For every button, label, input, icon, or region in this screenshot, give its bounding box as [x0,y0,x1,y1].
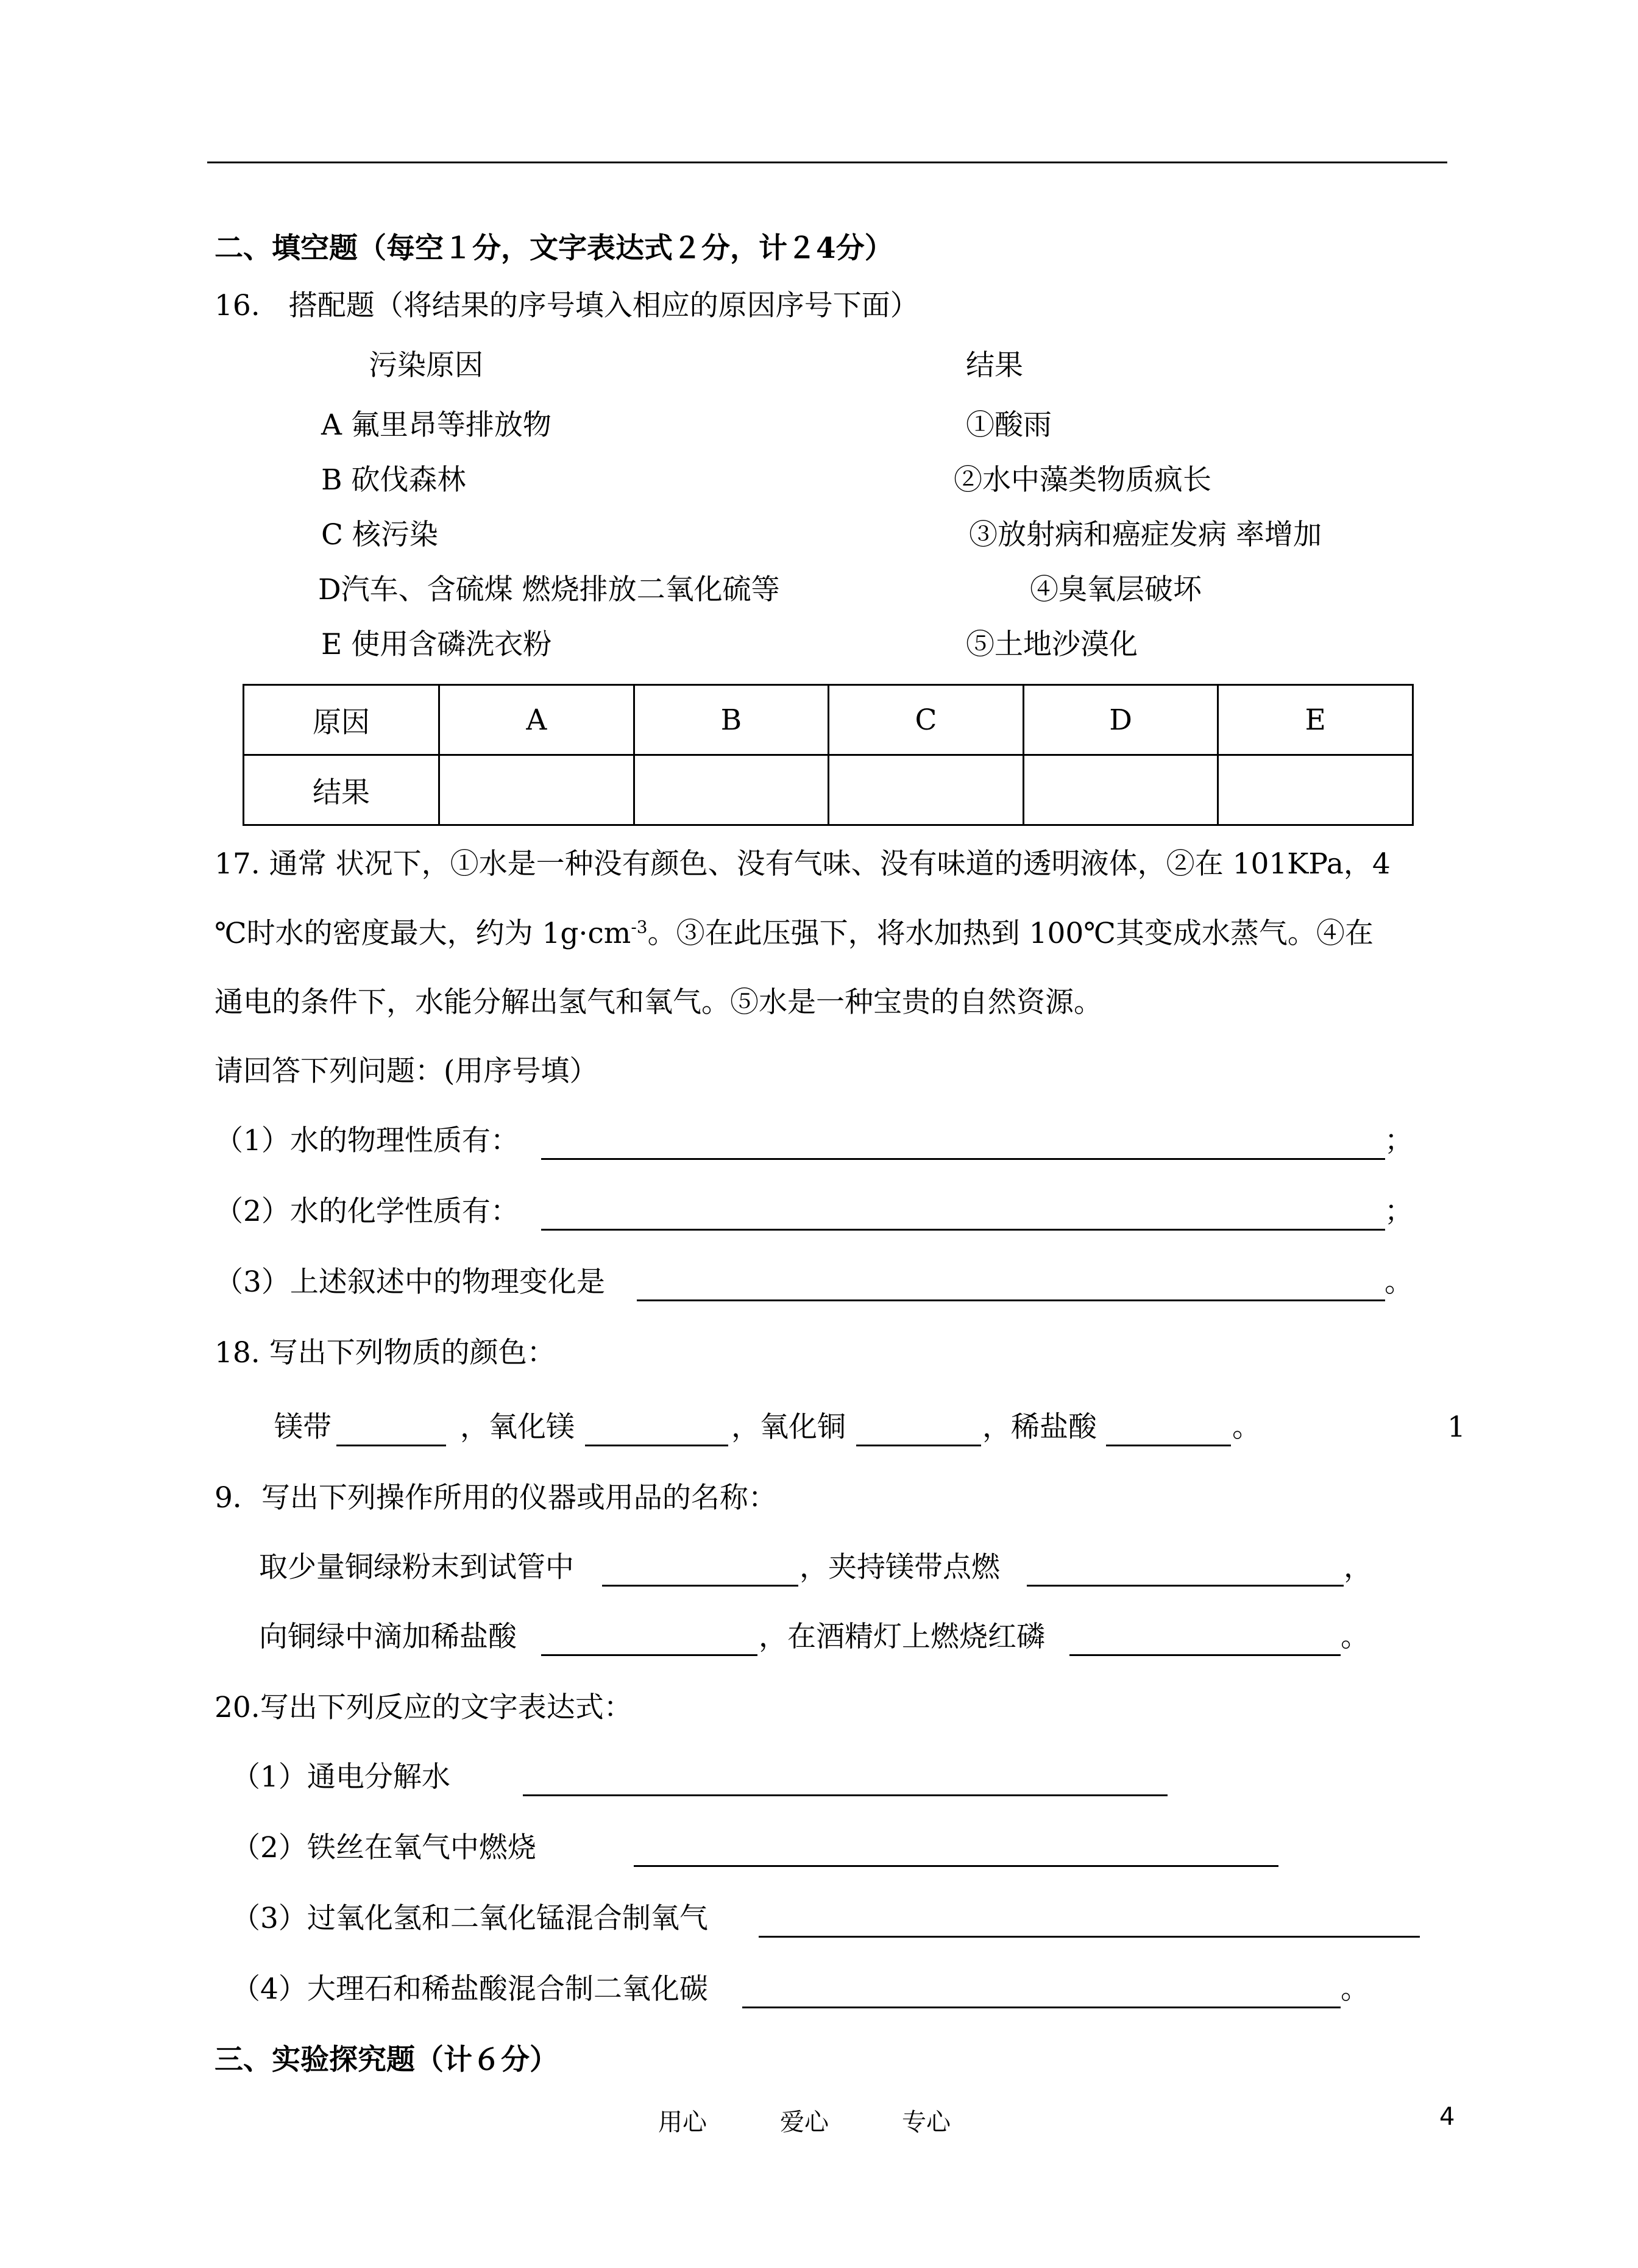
cause-a: A 氟里昂等排放物 [321,408,551,442]
q18-blank-3[interactable] [856,1445,981,1446]
q19-op2-end: ， [1344,1551,1372,1584]
q18-blank-4[interactable] [1106,1445,1231,1446]
section-3-heading: 三、实验探究题（计６分） [214,2043,558,2077]
q17-sub3-end: 。 [1384,1265,1413,1299]
q19-op1: 取少量铜绿粉末到试管中 [259,1551,574,1584]
q16-title: 16. 搭配题（将结果的序号填入相应的原因序号下面） [214,289,919,322]
result-1: ①酸雨 [966,408,1052,442]
cause-b: B 砍伐森林 [321,463,466,497]
q20-blank-1[interactable] [523,1794,1168,1796]
matching-table [243,684,1414,826]
table-col-c: C [829,685,1024,755]
q17-line2-text-a: ℃时水的密度最大，约为 1g·cm [214,917,631,950]
q20-r3: （3）过氧化氢和二氧化锰混合制氧气 [232,1902,708,1935]
q19-blank-3[interactable] [541,1654,757,1656]
q20-r2: （2）铁丝在氧气中燃烧 [232,1831,536,1865]
q17-sub1-blank[interactable] [541,1158,1385,1160]
q18-blank-2[interactable] [585,1445,728,1446]
footer-word-1: 用心 [658,2108,707,2136]
q19-blank-2[interactable] [1027,1585,1344,1587]
result-2: ②水中藻类物质疯长 [954,463,1211,497]
q20-r4-end: 。 [1341,1972,1369,2006]
q17-line3: 通电的条件下，水能分解出氢气和氧气。⑤水是一种宝贵的自然资源。 [214,986,1102,1019]
q20-blank-3[interactable] [759,1936,1420,1938]
cause-c: C 核污染 [321,518,438,552]
q19-op3: 向铜绿中滴加稀盐酸 [259,1620,517,1654]
q19-op4-end: 。 [1341,1620,1369,1654]
q17-sub2-blank[interactable] [541,1229,1385,1231]
page-number: 4 [1439,2103,1455,2131]
q16-left-header: 污染原因 [369,349,483,382]
q17-line2 [214,915,1374,952]
q17-sub1-end: ； [1384,1124,1413,1157]
cause-d: D汽车、含硫煤 燃烧排放二氧化硫等 [318,573,780,606]
q19-blank-1[interactable] [602,1585,798,1587]
cause-e: E 使用含磷洗衣粉 [321,628,552,661]
q19-op4: ，在酒精灯上燃烧红磷 [759,1620,1045,1654]
table-col-e: E [1218,685,1413,755]
q17-sub3-blank[interactable] [637,1299,1385,1301]
q18-blank-1[interactable] [336,1445,446,1446]
q19-title: 9．写出下列操作所用的仪器或用品的名称： [214,1481,777,1515]
answer-cell-d[interactable] [1023,755,1218,825]
q17-sub2: （2）水的化学性质有： [214,1195,519,1228]
q18-item-cuo: ，氧化铜 [731,1410,846,1444]
answer-cell-e[interactable] [1218,755,1413,825]
q18-item-hcl: ，稀盐酸 [982,1410,1097,1444]
q19-blank-4[interactable] [1069,1654,1341,1656]
q17-line1: 17. 通常 状况下，①水是一种没有颜色、没有气味、没有味道的透明液体，②在 101KPa，4 [214,847,1391,881]
q18-title: 18. 写出下列物质的颜色： [214,1336,556,1370]
section-2-heading: 二、填空题（每空１分，文字表达式２分，计２4分） [214,232,893,265]
q20-blank-2[interactable] [634,1865,1278,1867]
table-col-b: B [634,685,829,755]
table-col-a: A [439,685,634,755]
q18-item-mgo: ，氧化镁 [460,1410,575,1444]
header-rule [207,162,1447,163]
q17-sub2-end: ； [1384,1195,1413,1228]
q17-line2-text-b: 。③在此压强下，将水加热到 100℃其变成水蒸气。④在 [647,917,1374,950]
answer-cell-a[interactable] [439,755,634,825]
table-col-d: D [1023,685,1218,755]
footer-word-2: 爱心 [780,2108,829,2136]
q16-right-header: 结果 [966,349,1023,382]
q19-op2: ，夹持镁带点燃 [800,1551,1000,1584]
table-row-label-result: 结果 [244,755,439,825]
q17-prompt: 请回答下列问题：(用序号填） [214,1054,598,1088]
result-4: ④臭氧层破坏 [1030,573,1202,606]
q18-end: 。 [1232,1410,1261,1444]
q20-blank-4[interactable] [742,2007,1341,2008]
result-3: ③放射病和癌症发病 率增加 [969,518,1322,552]
table-row [244,685,1413,755]
q17-line2-sup: -3 [631,917,648,937]
q20-r4: （4）大理石和稀盐酸混合制二氧化碳 [232,1972,708,2006]
q20-title: 20.写出下列反应的文字表达式： [214,1691,633,1724]
table-row-label-cause: 原因 [244,685,439,755]
result-5: ⑤土地沙漠化 [966,628,1138,661]
answer-cell-b[interactable] [634,755,829,825]
q18-item-magnesium: 镁带 [274,1410,332,1444]
margin-digit: 1 [1447,1410,1466,1444]
q17-sub3: （3）上述叙述中的物理变化是 [214,1265,605,1299]
table-row [244,755,1413,825]
answer-cell-c[interactable] [829,755,1024,825]
q20-r1: （1）通电分解水 [232,1760,450,1794]
footer-word-3: 专心 [902,2108,951,2136]
q17-sub1: （1）水的物理性质有： [214,1124,519,1157]
